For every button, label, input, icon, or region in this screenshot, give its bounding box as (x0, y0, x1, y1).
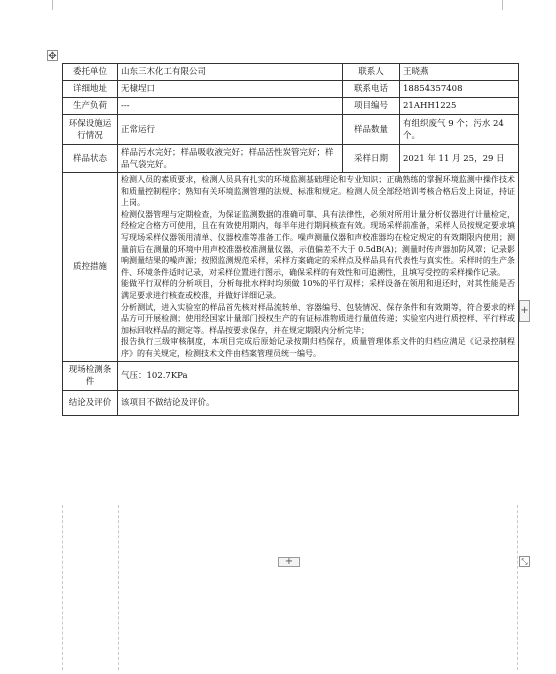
phone-label: 联系电话 (343, 81, 400, 98)
contact-label: 联系人 (343, 64, 400, 81)
client-value[interactable]: 山东三木化工有限公司 (118, 64, 343, 81)
env-value[interactable]: 正常运行 (118, 115, 343, 145)
qc-content[interactable] (118, 173, 519, 362)
phone-value[interactable]: 18854357408 (400, 81, 519, 98)
report-info-table (62, 63, 519, 416)
conclusion-value[interactable]: 该项目不做结论及评价。 (118, 390, 519, 415)
qc-paragraph-report: 报告执行三级审核制度，本项目完成后原始记录按期归档保存，质量管理体系文件的归档应满足《记录控制程序》的有关规定，检测技术文件由档案管理员统一编号。 (121, 337, 515, 358)
add-column-button[interactable]: + (519, 300, 530, 322)
sample-state-value[interactable]: 样品污水完好；样品吸收液完好；样品活性炭管完好；样品气袋完好。 (118, 145, 343, 173)
sample-count-label: 样品数量 (343, 115, 400, 145)
sample-count-value[interactable]: 有组织废气 9 个；污水 24 个。 (400, 115, 519, 145)
project-no-value[interactable]: 21AHH1225 (400, 98, 519, 115)
env-label: 环保设施运行情况 (63, 115, 118, 145)
qc-paragraph-analysis: 分析测试，进入实验室的样品首先核对样品流转单、容器编号、包装情况、保存条件和有效期等，符合要求的样品方可开展检测；使用经国家计量部门授权生产的有证标准物质进行量值传递；实验室内进行质控样、平行样或加标回收样品的测定等。样品按要求保存，并在规定期限内分析完毕； (121, 302, 515, 335)
guide-line-right (517, 505, 518, 670)
conditions-label: 现场检测条件 (63, 361, 118, 390)
address-value[interactable]: 无棣埕口 (118, 81, 343, 98)
qc-paragraph-parallel: 能做平行双样的分析项目，分析每批水样时均须做 10%的平行双样；采样设备在领用和退还时，对其性能是否满足要求进行核查或校准，并做好详细记录。 (121, 279, 515, 300)
producer-value[interactable]: --- (118, 98, 343, 115)
sample-state-label: 样品状态 (63, 145, 118, 173)
add-row-button[interactable]: + (278, 557, 300, 567)
crop-mark-top-left (52, 0, 61, 10)
sample-date-value[interactable]: 2021 年 11 月 25，29 日 (400, 145, 519, 173)
contact-value[interactable]: 王晓燕 (400, 64, 519, 81)
client-label: 委托单位 (63, 64, 118, 81)
qc-paragraph-personnel: 检测人员的素质要求，检测人员具有扎实的环境监测基础理论和专业知识；正确熟练的掌握环境监测中操作技术和质量控制程序；熟知有关环境监测管理的法规、标准和规定。检测人员全部经培训考核合格后发上岗证，持证上岗。 (121, 175, 515, 208)
table-resize-icon[interactable]: ⤡ (519, 556, 530, 567)
address-label: 详细地址 (63, 81, 118, 98)
qc-label: 质控措施 (63, 173, 118, 362)
conditions-value[interactable]: 气压：102.7KPa (118, 361, 519, 390)
crop-mark-top-right (502, 0, 511, 10)
guide-line-mid (118, 505, 119, 670)
qc-paragraph-instruments: 检测仪器管理与定期检查，为保证监测数据的准确可靠、具有法律性，必须对所用计量分析仪器进行计量检定，经检定合格方可使用，且在有效使用期内，每半年进行期间核查有效。现场采样前准备，采样人员按规定要求填写现场采样仪器领用清单、仪器校准等准备工作。噪声测量仪器和声校准器均在检定规定的有效期限内使用；测量前后在测量的环境中用声校准器校准测量仪器，示值偏差不大于 0.5dB(A)；测量时传声器加防风罩；记录影响测量结果的噪声源；按照监测规范采样，采样方案确定的采样点及样品具有代表性与真实性。采样时的生产条件、环境条件适时记录，对采样位置进行图示，确保采样的有效性和可追溯性，且填写受控的采样操作记录。 (121, 209, 515, 277)
conclusion-label: 结论及评价 (63, 390, 118, 415)
producer-label: 生产负荷 (63, 98, 118, 115)
project-no-label: 项目编号 (343, 98, 400, 115)
table-move-icon[interactable]: ✥ (48, 51, 57, 62)
guide-line-left (62, 505, 63, 670)
sample-date-label: 采样日期 (343, 145, 400, 173)
